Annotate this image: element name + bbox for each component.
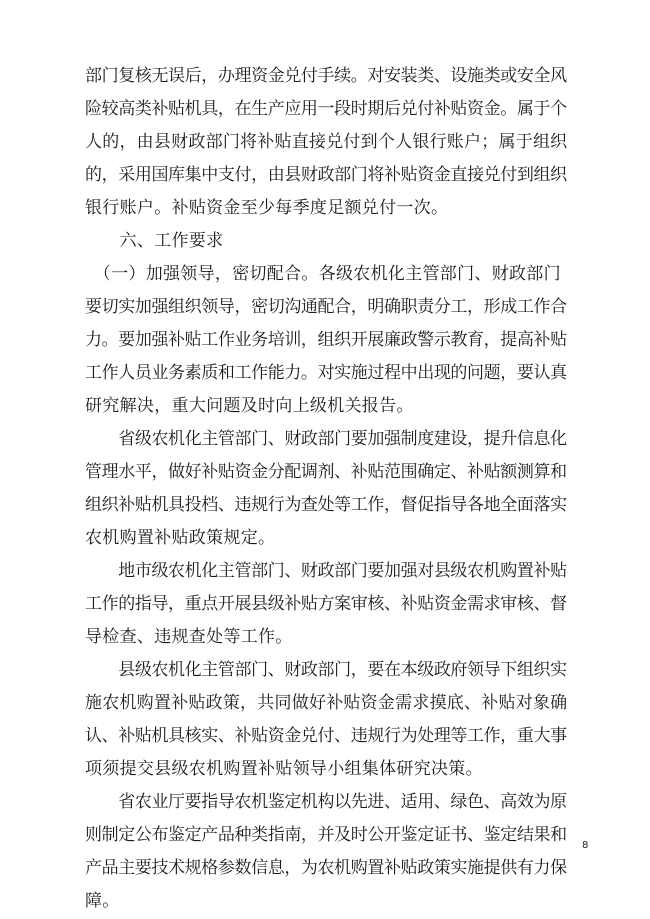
text-line: （一）加强领导，密切配合。各级农机化主管部门、财政部门 [85, 264, 561, 284]
heading-line: 六、工作要求 [85, 231, 224, 251]
page-number: 8 [582, 840, 589, 851]
text-line: 则制定公布鉴定产品种类指南，并及时公开鉴定证书、鉴定结果和 [85, 825, 567, 845]
text-line: 项须提交县级农机购置补贴领导小组集体研究决策。 [85, 759, 483, 779]
text-line: 险较高类补贴机具，在生产应用一段时期后兑付补贴资金。属于个 [85, 99, 567, 119]
text-line: 组织补贴机具投档、违规行为查处等工作，督促指导各地全面落实 [85, 495, 567, 515]
section-heading [85, 225, 567, 258]
text-line: 产品主要技术规格参数信息，为农机购置补贴政策实施提供有力保 [85, 858, 567, 878]
text-line: 县级农机化主管部门、财政部门，要在本级政府领导下组织实 [85, 660, 567, 680]
paragraph-fund-payment [85, 60, 567, 225]
text-line: 地市级农机化主管部门、财政部门要加强对县级农机购置补贴 [85, 561, 567, 581]
text-line: 研究解决，重大问题及时向上级机关报告。 [85, 396, 414, 416]
text-line: 人的，由县财政部门将补贴直接兑付到个人银行账户；属于组织 [85, 132, 568, 152]
text-line: 省农业厅要指导农机鉴定机构以先进、适用、绿色、高效为原 [85, 792, 567, 812]
document-body [85, 60, 567, 918]
text-line: 要切实加强组织领导，密切沟通配合，明确职责分工，形成工作合 [85, 297, 567, 317]
paragraph-county [85, 654, 567, 786]
text-line: 工作的指导，重点开展县级补贴方案审核、补贴资金需求审核、督 [85, 594, 567, 614]
text-line: 导检查、违规查处等工作。 [85, 627, 293, 647]
text-line: 银行账户。补贴资金至少每季度足额兑付一次。 [85, 198, 449, 218]
text-line: 认、补贴机具核实、补贴资金兑付、违规行为处理等工作，重大事 [85, 726, 567, 746]
text-line: 障。 [85, 891, 120, 911]
paragraph-provincial [85, 423, 567, 555]
paragraph-prefecture [85, 555, 567, 654]
text-line: 力。要加强补贴工作业务培训，组织开展廉政警示教育，提高补贴 [85, 330, 567, 350]
text-line: 工作人员业务素质和工作能力。对实施过程中出现的问题，要认真 [85, 363, 567, 383]
text-line: 施农机购置补贴政策，共同做好补贴资金需求摸底、补贴对象确 [85, 693, 568, 713]
paragraph-agriculture-dept [85, 786, 567, 918]
text-line: 省级农机化主管部门、财政部门要加强制度建设，提升信息化 [85, 429, 567, 449]
paragraph-leadership [85, 258, 567, 423]
text-line: 农机购置补贴政策规定。 [85, 528, 276, 548]
text-line: 的，采用国库集中支付，由县财政部门将补贴资金直接兑付到组织 [85, 165, 567, 185]
text-line: 管理水平，做好补贴资金分配调剂、补贴范围确定、补贴额测算和 [85, 462, 567, 482]
text-line: 部门复核无误后，办理资金兑付手续。对安装类、设施类或安全风 [85, 66, 567, 86]
